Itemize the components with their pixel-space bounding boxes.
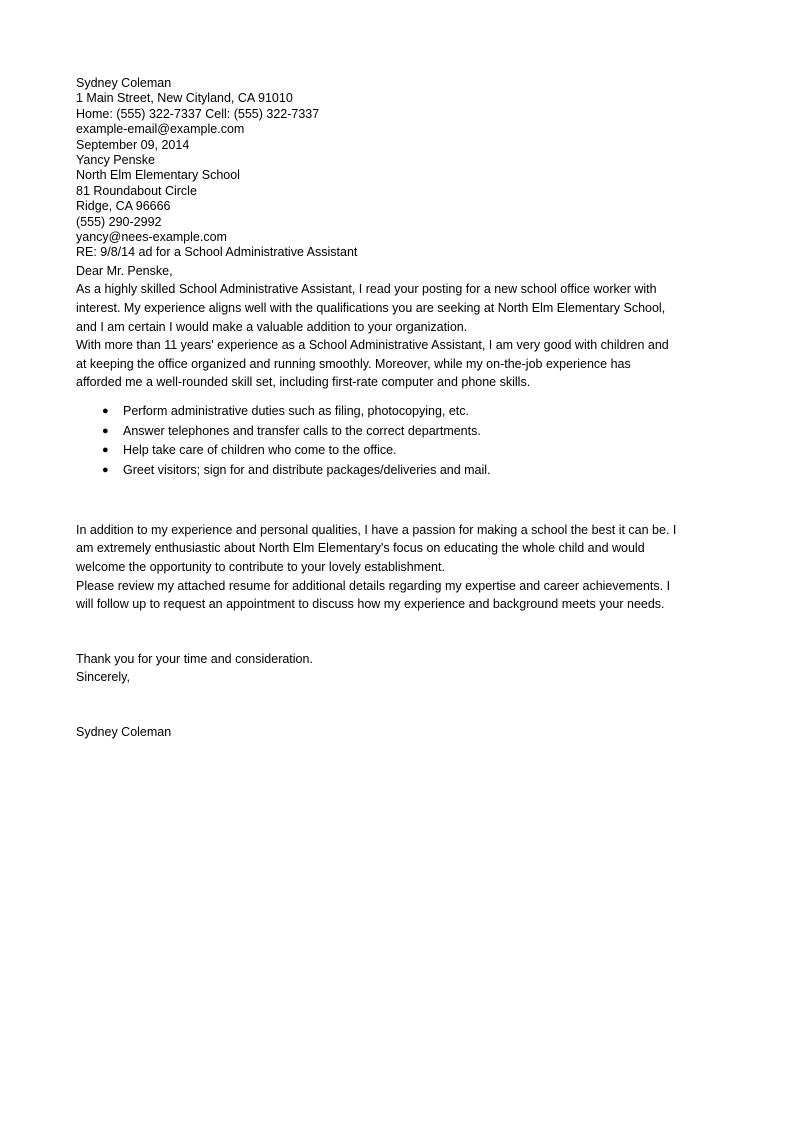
- bullet-icon: ●: [102, 444, 109, 457]
- subject-line: RE: 9/8/14 ad for a School Administrative Assistant: [76, 245, 358, 260]
- passion-line: In addition to my experience and personal qualities, I have a passion for making a school the best it can be. I: [76, 522, 677, 537]
- recipient-email: yancy@nees-example.com: [76, 230, 227, 245]
- closing-line: Sincerely,: [76, 670, 130, 685]
- bullet-icon: ●: [102, 405, 109, 418]
- experience-paragraph: [76, 336, 716, 392]
- letter-date: September 09, 2014: [76, 137, 190, 152]
- skills-list: [76, 402, 716, 481]
- intro-line: and I am certain I would make a valuable addition to your organization.: [76, 319, 468, 334]
- recipient-name: Yancy Penske: [76, 153, 155, 168]
- bullet-icon: ●: [102, 464, 109, 477]
- list-item: [76, 402, 716, 422]
- recipient-phone: (555) 290-2992: [76, 214, 162, 229]
- spacer: [76, 481, 716, 521]
- signature-name: Sydney Coleman: [76, 725, 172, 739]
- sender-email: example-email@example.com: [76, 122, 245, 137]
- list-item-text: Help take care of children who come to the office.: [123, 443, 397, 458]
- spacer: [76, 614, 716, 650]
- list-item-text: Perform administrative duties such as filing, photocopying, etc.: [123, 404, 470, 419]
- salutation-text: Dear Mr. Penske,: [76, 263, 173, 278]
- list-item: [76, 441, 716, 461]
- list-item-text: Greet visitors; sign for and distribute packages/deliveries and mail.: [123, 463, 491, 478]
- recipient-street: 81 Roundabout Circle: [76, 183, 197, 198]
- passion-line: am extremely enthusiastic about North Elm Elementary's focus on educating the whole child and would: [76, 541, 645, 556]
- list-item: [76, 461, 716, 481]
- followup-paragraph: [76, 577, 716, 614]
- experience-line: With more than 11 years' experience as a School Administrative Assistant, I am very good with children and: [76, 338, 669, 353]
- thanks-line: Thank you for your time and consideration.: [76, 651, 313, 666]
- bullet-icon: ●: [102, 424, 109, 437]
- salutation: [76, 262, 716, 281]
- spacer: [76, 687, 716, 723]
- recipient-organization: North Elm Elementary School: [76, 168, 240, 183]
- signature-block: [76, 723, 716, 742]
- sender-address: 1 Main Street, New Cityland, CA 91010: [76, 91, 293, 106]
- sender-name: Sydney Coleman: [76, 76, 172, 90]
- experience-line: at keeping the office organized and running smoothly. Moreover, while my on-the-job experience has: [76, 356, 631, 371]
- followup-line: will follow up to request an appointment to discuss how my experience and background meets your needs.: [76, 597, 665, 612]
- experience-line: afforded me a well-rounded skill set, including first-rate computer and phone skills.: [76, 375, 531, 390]
- letter-page: [76, 76, 716, 742]
- followup-line: Please review my attached resume for additional details regarding my expertise and career achievements. I: [76, 578, 671, 593]
- intro-paragraph: [76, 280, 716, 336]
- list-item-text: Answer telephones and transfer calls to the correct departments.: [123, 423, 481, 438]
- passion-line: welcome the opportunity to contribute to your lovely establishment.: [76, 560, 445, 575]
- intro-line: As a highly skilled School Administrative Assistant, I read your posting for a new school office worker with: [76, 282, 657, 297]
- recipient-block: [76, 153, 716, 261]
- intro-line: interest. My experience aligns well with the qualifications you are seeking at North Elm Elementary School,: [76, 301, 666, 316]
- closing-block: [76, 650, 716, 687]
- recipient-city: Ridge, CA 96666: [76, 199, 171, 214]
- passion-paragraph: [76, 521, 716, 577]
- sender-block: [76, 76, 716, 153]
- sender-phones: Home: (555) 322-7337 Cell: (555) 322-7337: [76, 106, 320, 121]
- list-item: [76, 422, 716, 442]
